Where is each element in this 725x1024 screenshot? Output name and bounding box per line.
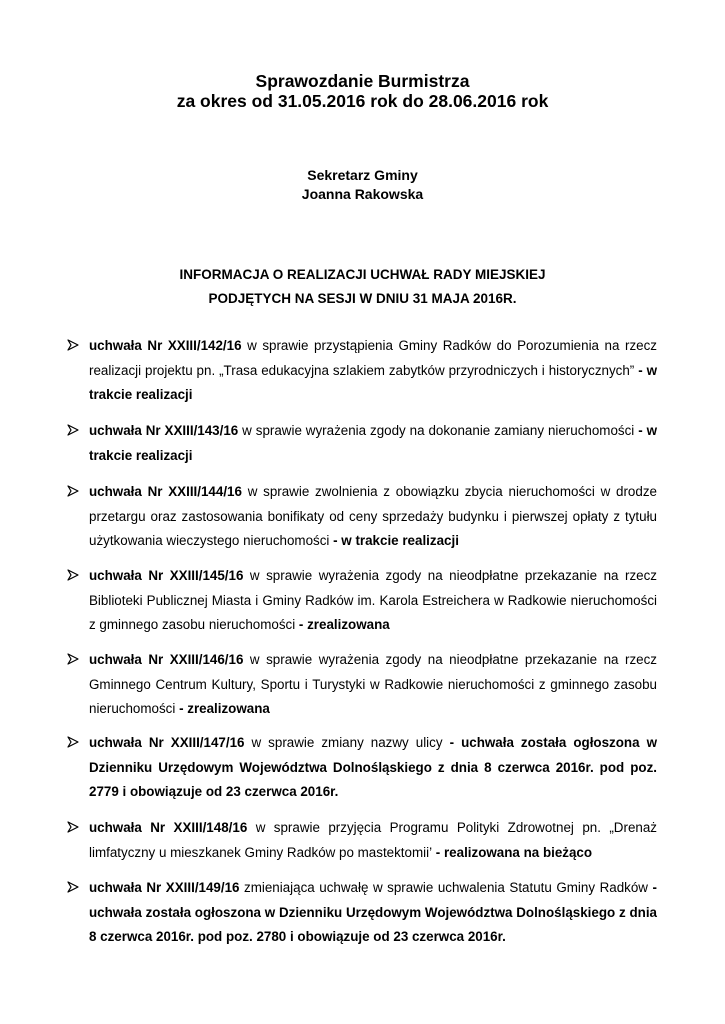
report-title: Sprawozdanie Burmistrza bbox=[255, 71, 470, 91]
list-item-text bbox=[89, 648, 657, 722]
arrow-bullet-icon bbox=[67, 339, 79, 351]
arrow-bullet-icon bbox=[67, 569, 79, 581]
resolution-description: zmieniająca uchwałę w sprawie uchwalenia Statutu Gminy Radków bbox=[239, 880, 648, 895]
author-name: Joanna Rakowska bbox=[301, 186, 424, 202]
resolution-status: - zrealizowana bbox=[295, 617, 390, 632]
list-item-text bbox=[89, 876, 657, 950]
resolution-description: w sprawie zmiany nazwy ulicy bbox=[244, 735, 443, 750]
resolution-status: - w trakcie realizacji bbox=[329, 533, 459, 548]
resolution-description: w sprawie wyrażenia zgody na nieodpłatne przekazanie na rzecz Biblioteki Publicznej Miasta i Gminy Radków im. Karola Estreichera w Radkowie nieruchomości z gminnego zasobu nieruchomości bbox=[89, 568, 657, 632]
resolution-number: uchwała Nr XXIII/149/16 bbox=[89, 880, 240, 895]
resolution-description: w sprawie wyrażenia zgody na nieodpłatne przekazanie na rzecz Gminnego Centrum Kultury, Sportu i Turystyki w Radkowie nieruchomości z gminnego zasobu nieruchomości bbox=[89, 652, 657, 716]
list-item-text bbox=[89, 419, 657, 468]
resolution-description: w sprawie wyrażenia zgody na dokonanie zamiany nieruchomości bbox=[238, 423, 635, 438]
arrow-bullet-icon bbox=[67, 485, 79, 497]
list-item-text bbox=[89, 334, 657, 408]
resolution-status: - zrealizowana bbox=[175, 701, 270, 716]
resolution-number: uchwała Nr XXIII/146/16 bbox=[89, 652, 244, 667]
resolution-description: w sprawie przystąpienia Gminy Radków do Porozumienia na rzecz realizacji projektu pn. „Trasa edukacyjna szlakiem zabytków przyrodniczych i historycznych” bbox=[89, 338, 657, 378]
section-subheading: PODJĘTYCH NA SESJI W DNIU 31 MAJA 2016R. bbox=[208, 291, 517, 306]
report-period: za okres od 31.05.2016 rok do 28.06.2016 rok bbox=[176, 91, 549, 111]
author-role: Sekretarz Gminy bbox=[307, 167, 418, 183]
resolution-number: uchwała Nr XXIII/143/16 bbox=[89, 423, 239, 438]
resolution-number: uchwała Nr XXIII/144/16 bbox=[89, 484, 242, 499]
resolution-status: - uchwała została ogłoszona w Dzienniku Urzędowym Województwa Dolnośląskiego z dnia 8 czerwca 2016r. pod poz. 2779 i obowiązuje od 23 czerwca 2016r. bbox=[89, 735, 657, 799]
resolution-status: - w trakcie realizacji bbox=[89, 362, 657, 402]
list-item-text bbox=[89, 731, 657, 805]
list-item-text bbox=[89, 816, 657, 865]
arrow-bullet-icon bbox=[67, 821, 79, 833]
resolution-number: uchwała Nr XXIII/145/16 bbox=[89, 568, 244, 583]
section-heading: INFORMACJA O REALIZACJI UCHWAŁ RADY MIEJSKIEJ bbox=[179, 267, 546, 282]
list-item-text bbox=[89, 564, 657, 638]
arrow-bullet-icon bbox=[67, 424, 79, 436]
arrow-bullet-icon bbox=[67, 736, 79, 748]
resolution-description: w sprawie zwolnienia z obowiązku zbycia nieruchomości w drodze przetargu oraz zastosowania bonifikaty od ceny sprzedaży budynku i pierwszej opłaty z tytułu użytkowania wieczystego nieruchomości bbox=[89, 484, 657, 548]
resolution-number: uchwała Nr XXIII/148/16 bbox=[89, 820, 248, 835]
arrow-bullet-icon bbox=[67, 881, 79, 893]
arrow-bullet-icon bbox=[67, 653, 79, 665]
resolution-status: - realizowana na bieżąco bbox=[432, 844, 593, 860]
resolution-status: - uchwała została ogłoszona w Dzienniku Urzędowym Województwa Dolnośląskiego z dnia 8 czerwca 2016r. pod poz. 2780 i obowiązuje od 23 czerwca 2016r. bbox=[89, 880, 657, 944]
resolution-status: - w trakcie realizacji bbox=[89, 423, 657, 463]
resolution-number: uchwała Nr XXIII/147/16 bbox=[89, 735, 245, 750]
list-item-text bbox=[89, 480, 657, 554]
resolution-description: w sprawie przyjęcia Programu Polityki Zdrowotnej pn. „Drenaż limfatyczny u mieszkanek Gminy Radków po mastektomii’ bbox=[89, 820, 657, 860]
resolution-number: uchwała Nr XXIII/142/16 bbox=[89, 338, 242, 353]
